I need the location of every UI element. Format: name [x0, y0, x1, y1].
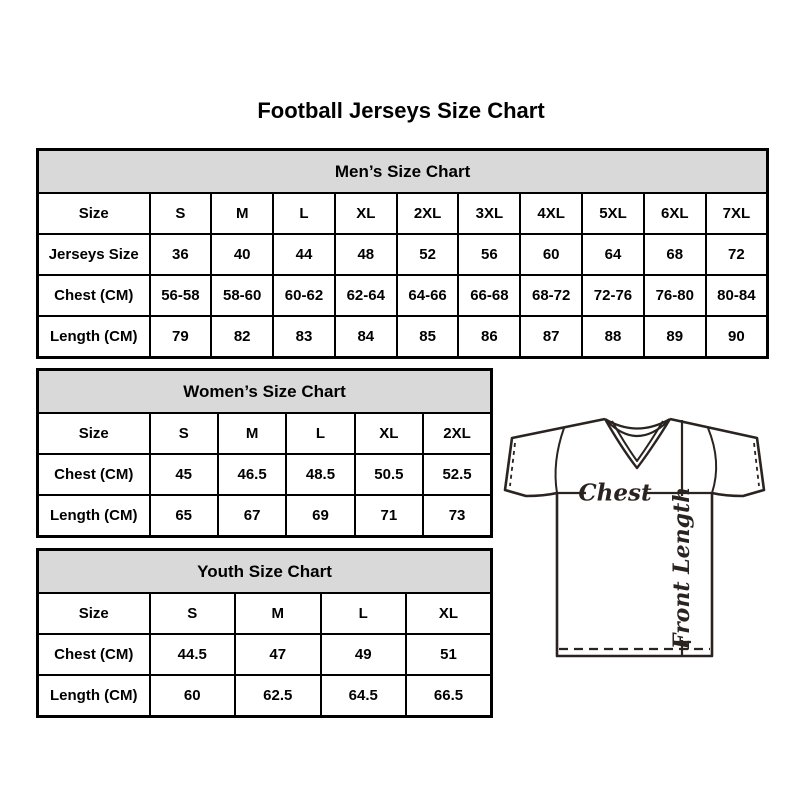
table-cell: 58-60	[211, 275, 273, 316]
row-header-cell: Length (CM)	[38, 495, 150, 537]
table-row	[38, 413, 492, 454]
table-row	[38, 234, 768, 275]
table-cell: 87	[520, 316, 582, 358]
table-cell: 66-68	[458, 275, 520, 316]
table-cell: 80-84	[706, 275, 768, 316]
mens-size-table	[36, 148, 769, 359]
row-header-cell: Size	[38, 593, 150, 634]
table-cell: XL	[406, 593, 492, 634]
table-cell: 73	[423, 495, 491, 537]
row-header-cell: Chest (CM)	[38, 454, 150, 495]
table-cell: 71	[355, 495, 423, 537]
row-header-cell: Size	[38, 413, 150, 454]
table-cell: 3XL	[458, 193, 520, 234]
table-cell: 46.5	[218, 454, 286, 495]
row-header-cell: Chest (CM)	[38, 634, 150, 675]
table-cell: 82	[211, 316, 273, 358]
table-cell: 7XL	[706, 193, 768, 234]
table-cell: 48.5	[286, 454, 354, 495]
jersey-measurement-diagram	[502, 406, 774, 670]
table-cell: 76-80	[644, 275, 706, 316]
table-title-row	[38, 370, 492, 414]
table-cell: 52	[397, 234, 459, 275]
front-length-label: Front Length	[669, 486, 695, 650]
table-cell: 51	[406, 634, 492, 675]
table-cell: 60	[150, 675, 236, 717]
table-row	[38, 495, 492, 537]
table-cell: 4XL	[520, 193, 582, 234]
table-cell: M	[218, 413, 286, 454]
table-cell: 86	[458, 316, 520, 358]
left-armhole-seam	[556, 428, 564, 493]
table-cell: L	[286, 413, 354, 454]
table-cell: 89	[644, 316, 706, 358]
table-cell: 45	[150, 454, 218, 495]
table-cell: 68-72	[520, 275, 582, 316]
table-cell: 56	[458, 234, 520, 275]
table-row	[38, 593, 492, 634]
table-row	[38, 193, 768, 234]
table-cell: M	[235, 593, 321, 634]
youth-size-table	[36, 548, 493, 718]
table-cell: 90	[706, 316, 768, 358]
table-row	[38, 316, 768, 358]
table-cell: 65	[150, 495, 218, 537]
table-cell: 49	[321, 634, 407, 675]
table-title: Youth Size Chart	[38, 550, 492, 594]
table-cell: 56-58	[150, 275, 212, 316]
table-cell: 62-64	[335, 275, 397, 316]
row-header-cell: Jerseys Size	[38, 234, 150, 275]
table-row	[38, 275, 768, 316]
table-cell: 44.5	[150, 634, 236, 675]
table-cell: 44	[273, 234, 335, 275]
table-title-row	[38, 550, 492, 594]
row-header-cell: Length (CM)	[38, 316, 150, 358]
table-cell: 2XL	[397, 193, 459, 234]
table-row	[38, 675, 492, 717]
womens-size-table	[36, 368, 493, 538]
page-title: Football Jerseys Size Chart	[257, 98, 545, 123]
table-cell: 88	[582, 316, 644, 358]
table-cell: 6XL	[644, 193, 706, 234]
table-cell: 52.5	[423, 454, 491, 495]
table-cell: 62.5	[235, 675, 321, 717]
table-cell: 72-76	[582, 275, 644, 316]
table-cell: 47	[235, 634, 321, 675]
table-cell: M	[211, 193, 273, 234]
jersey-outline-shape	[505, 419, 764, 656]
table-cell: 60-62	[273, 275, 335, 316]
table-row	[38, 634, 492, 675]
table-cell: 79	[150, 316, 212, 358]
table-cell: 85	[397, 316, 459, 358]
table-cell: 72	[706, 234, 768, 275]
table-cell: 66.5	[406, 675, 492, 717]
table-cell: 64.5	[321, 675, 407, 717]
table-cell: 64	[582, 234, 644, 275]
table-title: Men’s Size Chart	[38, 150, 768, 194]
table-cell: L	[321, 593, 407, 634]
table-row	[38, 454, 492, 495]
table-title-row	[38, 150, 768, 194]
table-cell: S	[150, 193, 212, 234]
table-cell: L	[273, 193, 335, 234]
table-cell: S	[150, 413, 218, 454]
table-cell: S	[150, 593, 236, 634]
table-cell: 48	[335, 234, 397, 275]
table-cell: 68	[644, 234, 706, 275]
jersey-diagram-svg	[502, 406, 774, 670]
chest-label: Chest	[578, 479, 652, 507]
table-cell: 5XL	[582, 193, 644, 234]
table-cell: 64-66	[397, 275, 459, 316]
table-cell: 69	[286, 495, 354, 537]
table-cell: 2XL	[423, 413, 491, 454]
table-cell: 84	[335, 316, 397, 358]
table-cell: XL	[355, 413, 423, 454]
right-armhole-seam	[708, 428, 716, 493]
table-title: Women’s Size Chart	[38, 370, 492, 414]
row-header-cell: Size	[38, 193, 150, 234]
row-header-cell: Length (CM)	[38, 675, 150, 717]
table-cell: 67	[218, 495, 286, 537]
table-cell: 36	[150, 234, 212, 275]
table-cell: 60	[520, 234, 582, 275]
table-cell: 50.5	[355, 454, 423, 495]
table-cell: XL	[335, 193, 397, 234]
table-cell: 40	[211, 234, 273, 275]
table-cell: 83	[273, 316, 335, 358]
row-header-cell: Chest (CM)	[38, 275, 150, 316]
